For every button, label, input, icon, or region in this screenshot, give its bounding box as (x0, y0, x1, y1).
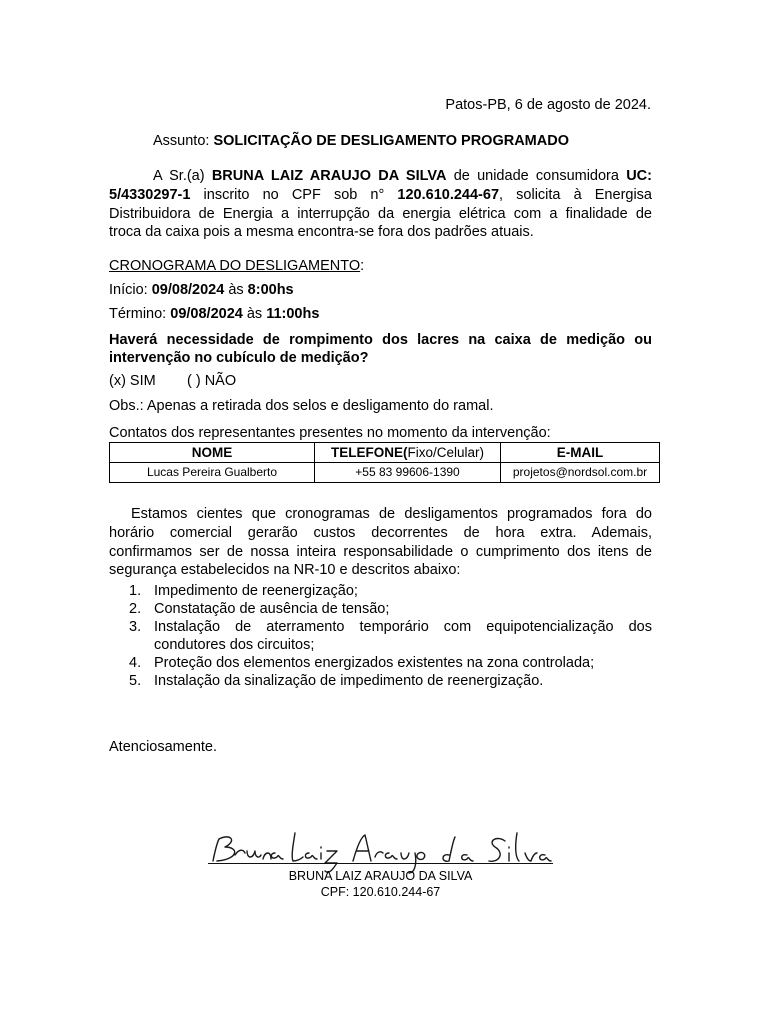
cpf-number: 120.610.244-67 (397, 187, 500, 203)
intro-text: inscrito no CPF sob n° (190, 187, 398, 203)
end-label: Término: (109, 306, 171, 322)
place-date: Patos-PB, 6 de agosto de 2024. (445, 97, 651, 113)
intro-line-2 (109, 186, 652, 205)
list-item: 5. Instalação da sinalização de impedimento de reenergização. (129, 673, 544, 689)
signer-name: BRUNA LAIZ ARAUJO DA SILVA (288, 869, 473, 883)
question-line-1 (109, 331, 652, 350)
connector: às (224, 282, 248, 298)
col-header-name: NOME (110, 443, 315, 463)
col-header-phone: TELEFONE(Fixo/Celular) (315, 443, 501, 463)
contacts-table (109, 442, 660, 483)
intro-text: , solicita à Energisa (499, 187, 652, 203)
intro-line-1 (153, 167, 652, 186)
option-yes: (x) SIM (109, 373, 156, 389)
intro-line-4: troca da caixa pois a mesma encontra-se fora dos padrões atuais. (109, 224, 534, 240)
subject-text: SOLICITAÇÃO DE DESLIGAMENTO PROGRAMADO (213, 133, 569, 149)
intro-text: A Sr.(a) (153, 168, 212, 184)
statement-line-1: Estamos cientes que cronogramas de desligamentos programados fora do (131, 506, 652, 522)
customer-name: BRUNA LAIZ ARAUJO DA SILVA (211, 168, 447, 184)
intro-line-3: Distribuidora de Energia a interrupção da energia elétrica com a finalidade de (109, 206, 652, 222)
end-time: 11:00hs (266, 306, 320, 322)
question-line-2 (109, 349, 652, 368)
schedule-heading (109, 257, 652, 276)
subject-label: Assunto: (153, 133, 214, 149)
list-item: 4. Proteção dos elementos energizados existentes na zona controlada; (129, 655, 595, 671)
contacts-header-row (110, 443, 660, 463)
connector: às (242, 306, 267, 322)
start-date: 09/08/2024 (151, 282, 225, 298)
signer-cpf: CPF: 120.610.244-67 (320, 885, 441, 899)
question-text: Haverá necessidade de rompimento dos lacres na caixa de medição ou (109, 332, 652, 348)
schedule-heading-colon: : (360, 258, 365, 274)
uc-label: UC: (626, 168, 652, 184)
signature-line (208, 863, 553, 864)
schedule-heading-text: CRONOGRAMA DO DESLIGAMENTO (109, 258, 361, 274)
option-no: ( ) NÃO (187, 373, 237, 389)
list-item: 3. Instalação de aterramento temporário com equipotencialização dos condutores dos circuitos; (129, 619, 652, 653)
list-item: 2. Constatação de ausência de tensão; (129, 601, 390, 617)
contact-phone: +55 83 99606-1390 (315, 463, 501, 483)
table-row (110, 463, 660, 483)
start-time: 8:00hs (247, 282, 294, 298)
schedule-start (109, 281, 652, 300)
question-text: intervenção no cubículo de medição? (109, 350, 369, 366)
contacts-caption: Contatos dos representantes presentes no momento da intervenção: (109, 425, 551, 441)
statement-line-2: horário comercial gerarão custos decorrentes de hora extra. Ademais, (109, 525, 652, 541)
statement-line-3: confirmamos ser de nossa inteira responsabilidade o cumprimento dos itens de (109, 544, 652, 560)
contact-name: Lucas Pereira Gualberto (110, 463, 315, 483)
list-item: 1. Impedimento de reenergização; (129, 583, 358, 599)
start-label: Início: (109, 282, 152, 298)
end-date: 09/08/2024 (170, 306, 243, 322)
obs-text: Obs.: Apenas a retirada dos selos e desligamento do ramal. (109, 398, 494, 414)
subject-line (153, 132, 569, 151)
safety-items-list (109, 582, 652, 690)
intro-text: de unidade consumidora (446, 168, 627, 184)
uc-number: 5/4330297-1 (109, 187, 191, 203)
contact-email: projetos@nordsol.com.br (501, 463, 660, 483)
statement-line-4: segurança estabelecidos na NR-10 e descritos abaixo: (109, 562, 461, 578)
schedule-end (109, 305, 652, 324)
closing-text: Atenciosamente. (109, 739, 218, 755)
col-header-email: E-MAIL (501, 443, 660, 463)
